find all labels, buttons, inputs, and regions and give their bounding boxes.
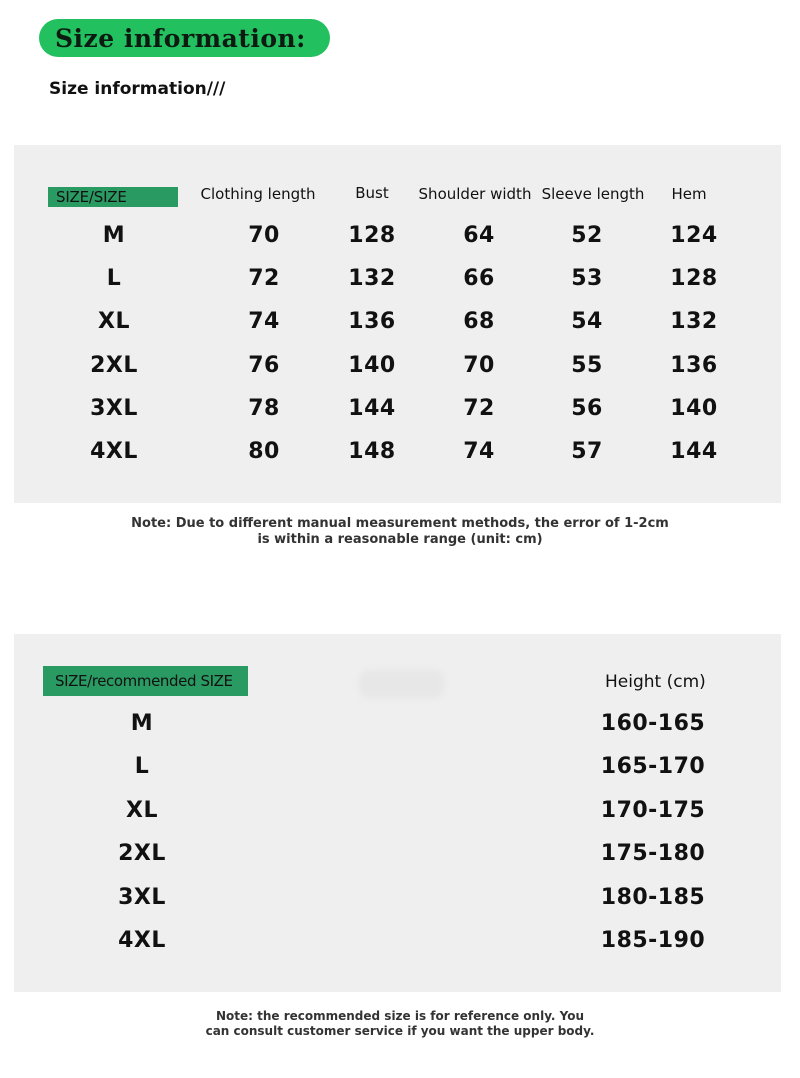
- hem-cell: 132: [670, 309, 718, 334]
- header-clothing-length: Clothing length: [200, 185, 316, 203]
- recommended-size-table: [14, 634, 781, 992]
- table-row: [14, 711, 781, 741]
- clothing-length-cell: 74: [248, 309, 280, 334]
- height-range-cell: 170-175: [600, 798, 706, 823]
- shoulder-width-cell: 72: [463, 396, 495, 421]
- clothing-length-cell: 80: [248, 439, 280, 464]
- table-row: [14, 353, 781, 383]
- hem-cell: 128: [670, 266, 718, 291]
- subtitle: Size information///: [49, 79, 226, 99]
- size-cell: 3XL: [90, 396, 138, 421]
- size-cell: XL: [98, 309, 130, 334]
- recommendation-note: [0, 1009, 800, 1039]
- table-row: [14, 309, 781, 339]
- size-cell: 3XL: [118, 885, 166, 910]
- bust-cell: 136: [348, 309, 396, 334]
- table-row: [14, 439, 781, 469]
- measurement-note: [0, 516, 800, 548]
- size-cell: XL: [126, 798, 158, 823]
- banner-title: Size information:: [55, 23, 306, 53]
- hem-cell: 124: [670, 223, 718, 248]
- bust-cell: 144: [348, 396, 396, 421]
- size-cell: 4XL: [90, 439, 138, 464]
- size-measurement-table: [14, 145, 781, 503]
- header-hem: Hem: [671, 185, 707, 203]
- height-range-cell: 160-165: [600, 711, 706, 736]
- sleeve-length-cell: 54: [571, 309, 603, 334]
- bust-cell: 132: [348, 266, 396, 291]
- hem-cell: 140: [670, 396, 718, 421]
- clothing-length-cell: 72: [248, 266, 280, 291]
- height-range-cell: 180-185: [600, 885, 706, 910]
- header-bust: Bust: [355, 184, 389, 202]
- bust-cell: 128: [348, 223, 396, 248]
- header-sleeve-length: Sleeve length: [541, 185, 645, 203]
- height-range-cell: 185-190: [600, 928, 706, 953]
- size-cell: M: [130, 711, 154, 736]
- clothing-length-cell: 70: [248, 223, 280, 248]
- table-row: [14, 223, 781, 253]
- shoulder-width-cell: 64: [463, 223, 495, 248]
- table-row: [14, 928, 781, 958]
- size-cell: 2XL: [118, 841, 166, 866]
- size-cell: 2XL: [90, 353, 138, 378]
- sleeve-length-cell: 53: [571, 266, 603, 291]
- size-cell: L: [134, 754, 150, 779]
- header-height: Height (cm): [605, 672, 706, 692]
- recommended-size-tag: SIZE/recommended SIZE: [43, 666, 248, 696]
- table-row: [14, 798, 781, 828]
- clothing-length-cell: 76: [248, 353, 280, 378]
- recommendation-note-line1: Note: the recommended size is for reference only. You: [215, 1009, 585, 1023]
- hem-cell: 144: [670, 439, 718, 464]
- size-cell: M: [102, 223, 126, 248]
- height-range-cell: 175-180: [600, 841, 706, 866]
- measurement-note-line1: Note: Due to different manual measurement methods, the error of 1-2cm: [131, 516, 669, 531]
- sleeve-length-cell: 57: [571, 439, 603, 464]
- height-range-cell: 165-170: [600, 754, 706, 779]
- size-cell: L: [106, 266, 122, 291]
- sleeve-length-cell: 55: [571, 353, 603, 378]
- shoulder-width-cell: 66: [463, 266, 495, 291]
- bust-cell: 140: [348, 353, 396, 378]
- recommendation-note-line2: can consult customer service if you want the upper body.: [205, 1024, 595, 1038]
- sleeve-length-cell: 52: [571, 223, 603, 248]
- size-column-tag: SIZE/SIZE: [48, 187, 178, 207]
- table-row: [14, 841, 781, 871]
- measurement-note-line2: is within a reasonable range (unit: cm): [257, 532, 543, 547]
- shoulder-width-cell: 68: [463, 309, 495, 334]
- bust-cell: 148: [348, 439, 396, 464]
- blurred-area: [359, 670, 444, 698]
- table-row: [14, 396, 781, 426]
- hem-cell: 136: [670, 353, 718, 378]
- shoulder-width-cell: 70: [463, 353, 495, 378]
- shoulder-width-cell: 74: [463, 439, 495, 464]
- table-row: [14, 885, 781, 915]
- sleeve-length-cell: 56: [571, 396, 603, 421]
- header-shoulder-width: Shoulder width: [418, 185, 532, 203]
- table-row: [14, 266, 781, 296]
- section-banner: [39, 19, 330, 57]
- table-row: [14, 754, 781, 784]
- clothing-length-cell: 78: [248, 396, 280, 421]
- size-cell: 4XL: [118, 928, 166, 953]
